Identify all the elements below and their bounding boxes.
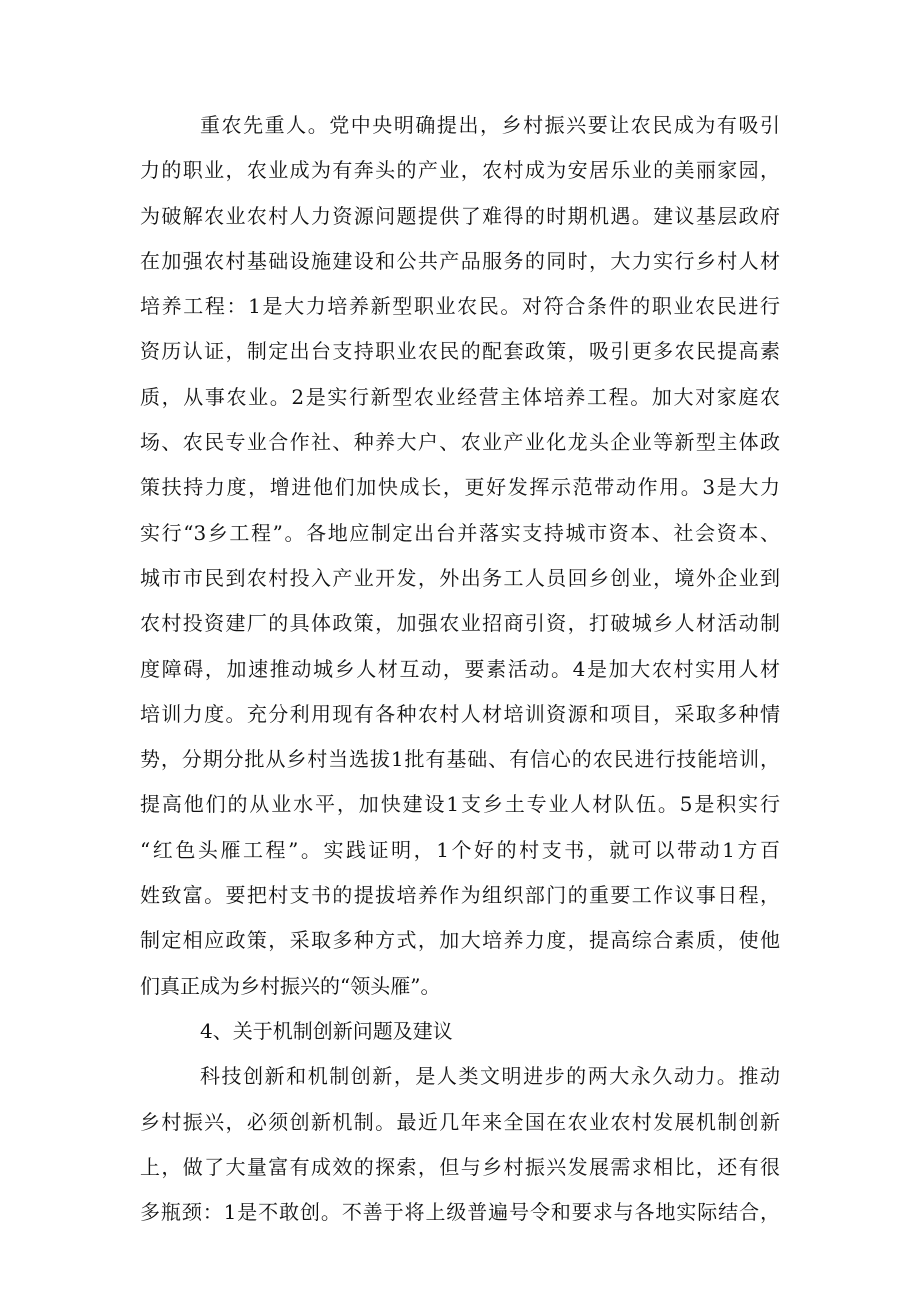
paragraph-line: 重农先重人。党中央明确提出，乡村振兴要让农民成为有吸引 xyxy=(200,113,780,137)
section-heading: 4、关于机制创新问题及建议 xyxy=(200,1018,453,1043)
paragraph-line: 培训力度。充分利用现有各种农村人材培训资源和项目，采取多种情 xyxy=(140,701,780,726)
paragraph-line: 在加强农村基础设施建设和公共产品服务的同时，大力实行乡村人材 xyxy=(140,248,780,273)
paragraph-line: 制定相应政策，采取多种方式，加大培养力度，提高综合素质，使他 xyxy=(140,928,780,953)
paragraph-line: 势，分期分批从乡村当选拔1批有基础、有信心的农民进行技能培训， xyxy=(140,747,780,772)
paragraph-line: 多瓶颈：1是不敢创。不善于将上级普遍号令和要求与各地实际结合， xyxy=(140,1200,780,1225)
paragraph-line: 农村投资建厂的具体政策，加强农业招商引资，打破城乡人材活动制 xyxy=(140,611,780,636)
paragraph-line: 度障碍，加速推动城乡人材互动，要素活动。4是加大农村实用人材 xyxy=(140,656,780,681)
paragraph-line: 乡村振兴，必须创新机制。最近几年来全国在农业农村发展机制创新 xyxy=(140,1109,780,1134)
paragraph-line: 姓致富。要把村支书的提拔培养作为组织部门的重要工作议事日程， xyxy=(140,883,780,908)
paragraph-line: 实行“3乡工程”。各地应制定出台并落实支持城市资本、社会资本、 xyxy=(140,520,780,545)
paragraph-line: 场、农民专业合作社、种养大户、农业产业化龙头企业等新型主体政 xyxy=(140,430,780,455)
paragraph-mechanism-innovation xyxy=(140,1054,780,1235)
paragraph-line: 们真正成为乡村振兴的“领头雁”。 xyxy=(140,973,441,998)
paragraph-line: 为破解农业农村人力资源问题提供了难得的时期机遇。建议基层政府 xyxy=(140,203,780,228)
paragraph-line: 力的职业，农业成为有奔头的产业，农村成为安居乐业的美丽家园， xyxy=(140,158,780,183)
paragraph-line: “红色头雁工程”。实践证明，1个好的村支书，就可以带动1方百 xyxy=(140,837,780,862)
paragraph-line: 科技创新和机制创新，是人类文明进步的两大永久动力。推动 xyxy=(200,1064,780,1089)
paragraph-rural-talent xyxy=(140,103,780,1009)
paragraph-line: 策扶持力度，增进他们加快成长，更好发挥示范带动作用。3是大力 xyxy=(140,475,780,500)
paragraph-line: 上，做了大量富有成效的探索，但与乡村振兴发展需求相比，还有很 xyxy=(140,1154,780,1179)
paragraph-line: 资历认证，制定出台支持职业农民的配套政策，吸引更多农民提高素 xyxy=(140,339,780,364)
paragraph-line: 质，从事农业。2是实行新型农业经营主体培养工程。加大对家庭农 xyxy=(140,384,780,409)
paragraph-line: 培养工程：1是大力培养新型职业农民。对符合条件的职业农民进行 xyxy=(140,294,780,319)
paragraph-line: 城市市民到农村投入产业开发，外出务工人员回乡创业，境外企业到 xyxy=(140,565,780,590)
document-body xyxy=(140,103,780,1235)
paragraph-line: 提高他们的从业水平，加快建设1支乡土专业人材队伍。5是积实行 xyxy=(140,792,780,817)
